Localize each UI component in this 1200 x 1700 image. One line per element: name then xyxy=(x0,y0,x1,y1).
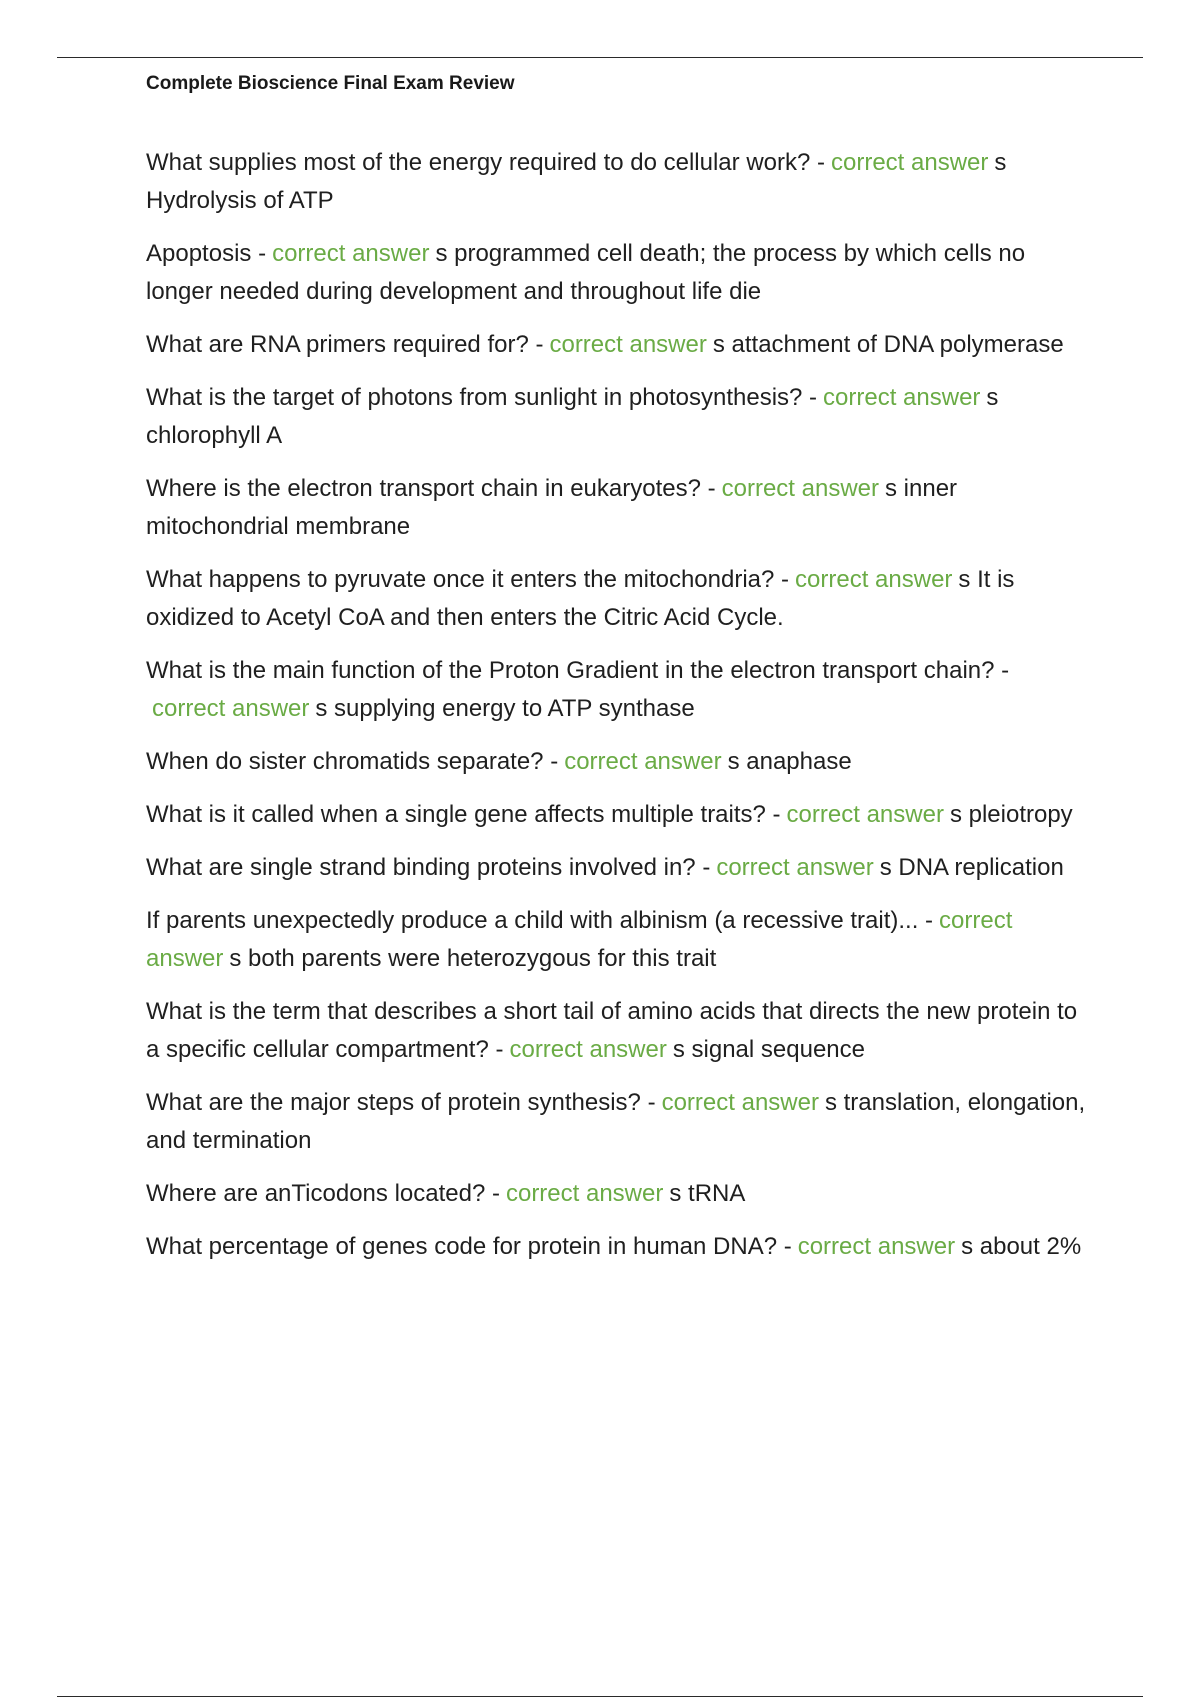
qa-answer-label: correct answer xyxy=(716,854,874,881)
qa-item xyxy=(146,1084,1086,1160)
qa-answer: s anaphase xyxy=(727,748,852,775)
qa-answer-label: correct answer xyxy=(272,240,430,267)
qa-question: If parents unexpectedly produce a child with albinism (a recessive trait)... - xyxy=(146,907,934,934)
qa-item xyxy=(146,993,1086,1069)
qa-question: What percentage of genes code for protein in human DNA? - xyxy=(146,1233,792,1260)
qa-answer: s pleiotropy xyxy=(949,801,1073,828)
qa-answer: s chlorophyll A xyxy=(146,384,999,449)
qa-answer: s translation, elongation, and termination xyxy=(146,1089,1086,1154)
qa-item xyxy=(146,902,1086,978)
qa-item xyxy=(146,743,1086,781)
qa-answer: s DNA replication xyxy=(879,854,1064,881)
qa-question: Where are anTicodons located? - xyxy=(146,1180,500,1207)
qa-question: When do sister chromatids separate? - xyxy=(146,748,559,775)
qa-item xyxy=(146,561,1086,637)
qa-question: What is the target of photons from sunlight in photosynthesis? - xyxy=(146,384,818,411)
document-title: Complete Bioscience Final Exam Review xyxy=(146,73,515,94)
qa-question: Apoptosis - xyxy=(146,240,267,267)
qa-question: What supplies most of the energy required to do cellular work? - xyxy=(146,149,825,176)
qa-question: What are RNA primers required for? - xyxy=(146,331,544,358)
qa-question: What are single strand binding proteins involved in? - xyxy=(146,854,711,881)
qa-answer-label: correct answer xyxy=(564,748,722,775)
qa-answer: s Hydrolysis of ATP xyxy=(146,149,1007,214)
qa-answer-label: correct answer xyxy=(831,149,989,176)
qa-question: What is it called when a single gene affects multiple traits? - xyxy=(146,801,781,828)
qa-item xyxy=(146,470,1086,546)
qa-answer-label: correct answer xyxy=(152,695,310,722)
qa-question: What is the main function of the Proton Gradient in the electron transport chain? - xyxy=(146,657,1010,684)
qa-item xyxy=(146,1228,1086,1266)
qa-question: What happens to pyruvate once it enters the mitochondria? - xyxy=(146,566,790,593)
qa-answer-label: correct answer xyxy=(823,384,981,411)
qa-answer-label: correct answer xyxy=(549,331,707,358)
qa-answer: s tRNA xyxy=(669,1180,746,1207)
qa-answer-label: correct answer xyxy=(786,801,944,828)
qa-question: Where is the electron transport chain in eukaryotes? - xyxy=(146,475,716,502)
qa-answer-label: correct answer xyxy=(797,1233,956,1260)
qa-item xyxy=(146,849,1086,887)
qa-answer: s It is oxidized to Acetyl CoA and then enters the Citric Acid Cycle. xyxy=(146,566,1015,631)
qa-item xyxy=(146,144,1086,220)
qa-answer-label: correct answer xyxy=(795,566,953,593)
qa-answer-label: correct answer xyxy=(146,907,1013,972)
qa-item xyxy=(146,326,1086,364)
qa-answer: s signal sequence xyxy=(672,1036,865,1063)
qa-question: What is the term that describes a short tail of amino acids that directs the new protein to a specific cellular compartment? - xyxy=(146,998,1078,1063)
qa-answer-label: correct answer xyxy=(721,475,880,502)
qa-answer: s supplying energy to ATP synthase xyxy=(315,695,695,722)
qa-list xyxy=(146,144,1086,1281)
qa-item xyxy=(146,652,1086,728)
qa-answer-label: correct answer xyxy=(661,1089,819,1116)
qa-item xyxy=(146,796,1086,834)
qa-answer: s programmed cell death; the process by which cells no longer needed during development and throughout life die xyxy=(146,240,1026,305)
qa-item xyxy=(146,1175,1086,1213)
qa-answer: s attachment of DNA polymerase xyxy=(712,331,1064,358)
qa-answer: s about 2% xyxy=(961,1233,1082,1260)
qa-item xyxy=(146,379,1086,455)
qa-answer: s both parents were heterozygous for this trait xyxy=(229,945,717,972)
qa-question: What are the major steps of protein synthesis? - xyxy=(146,1089,656,1116)
header-rule xyxy=(57,57,1143,58)
qa-answer-label: correct answer xyxy=(509,1036,667,1063)
qa-answer-label: correct answer xyxy=(505,1180,664,1207)
footer-rule xyxy=(57,1696,1143,1697)
qa-item xyxy=(146,235,1086,311)
qa-answer: s inner mitochondrial membrane xyxy=(146,475,958,540)
